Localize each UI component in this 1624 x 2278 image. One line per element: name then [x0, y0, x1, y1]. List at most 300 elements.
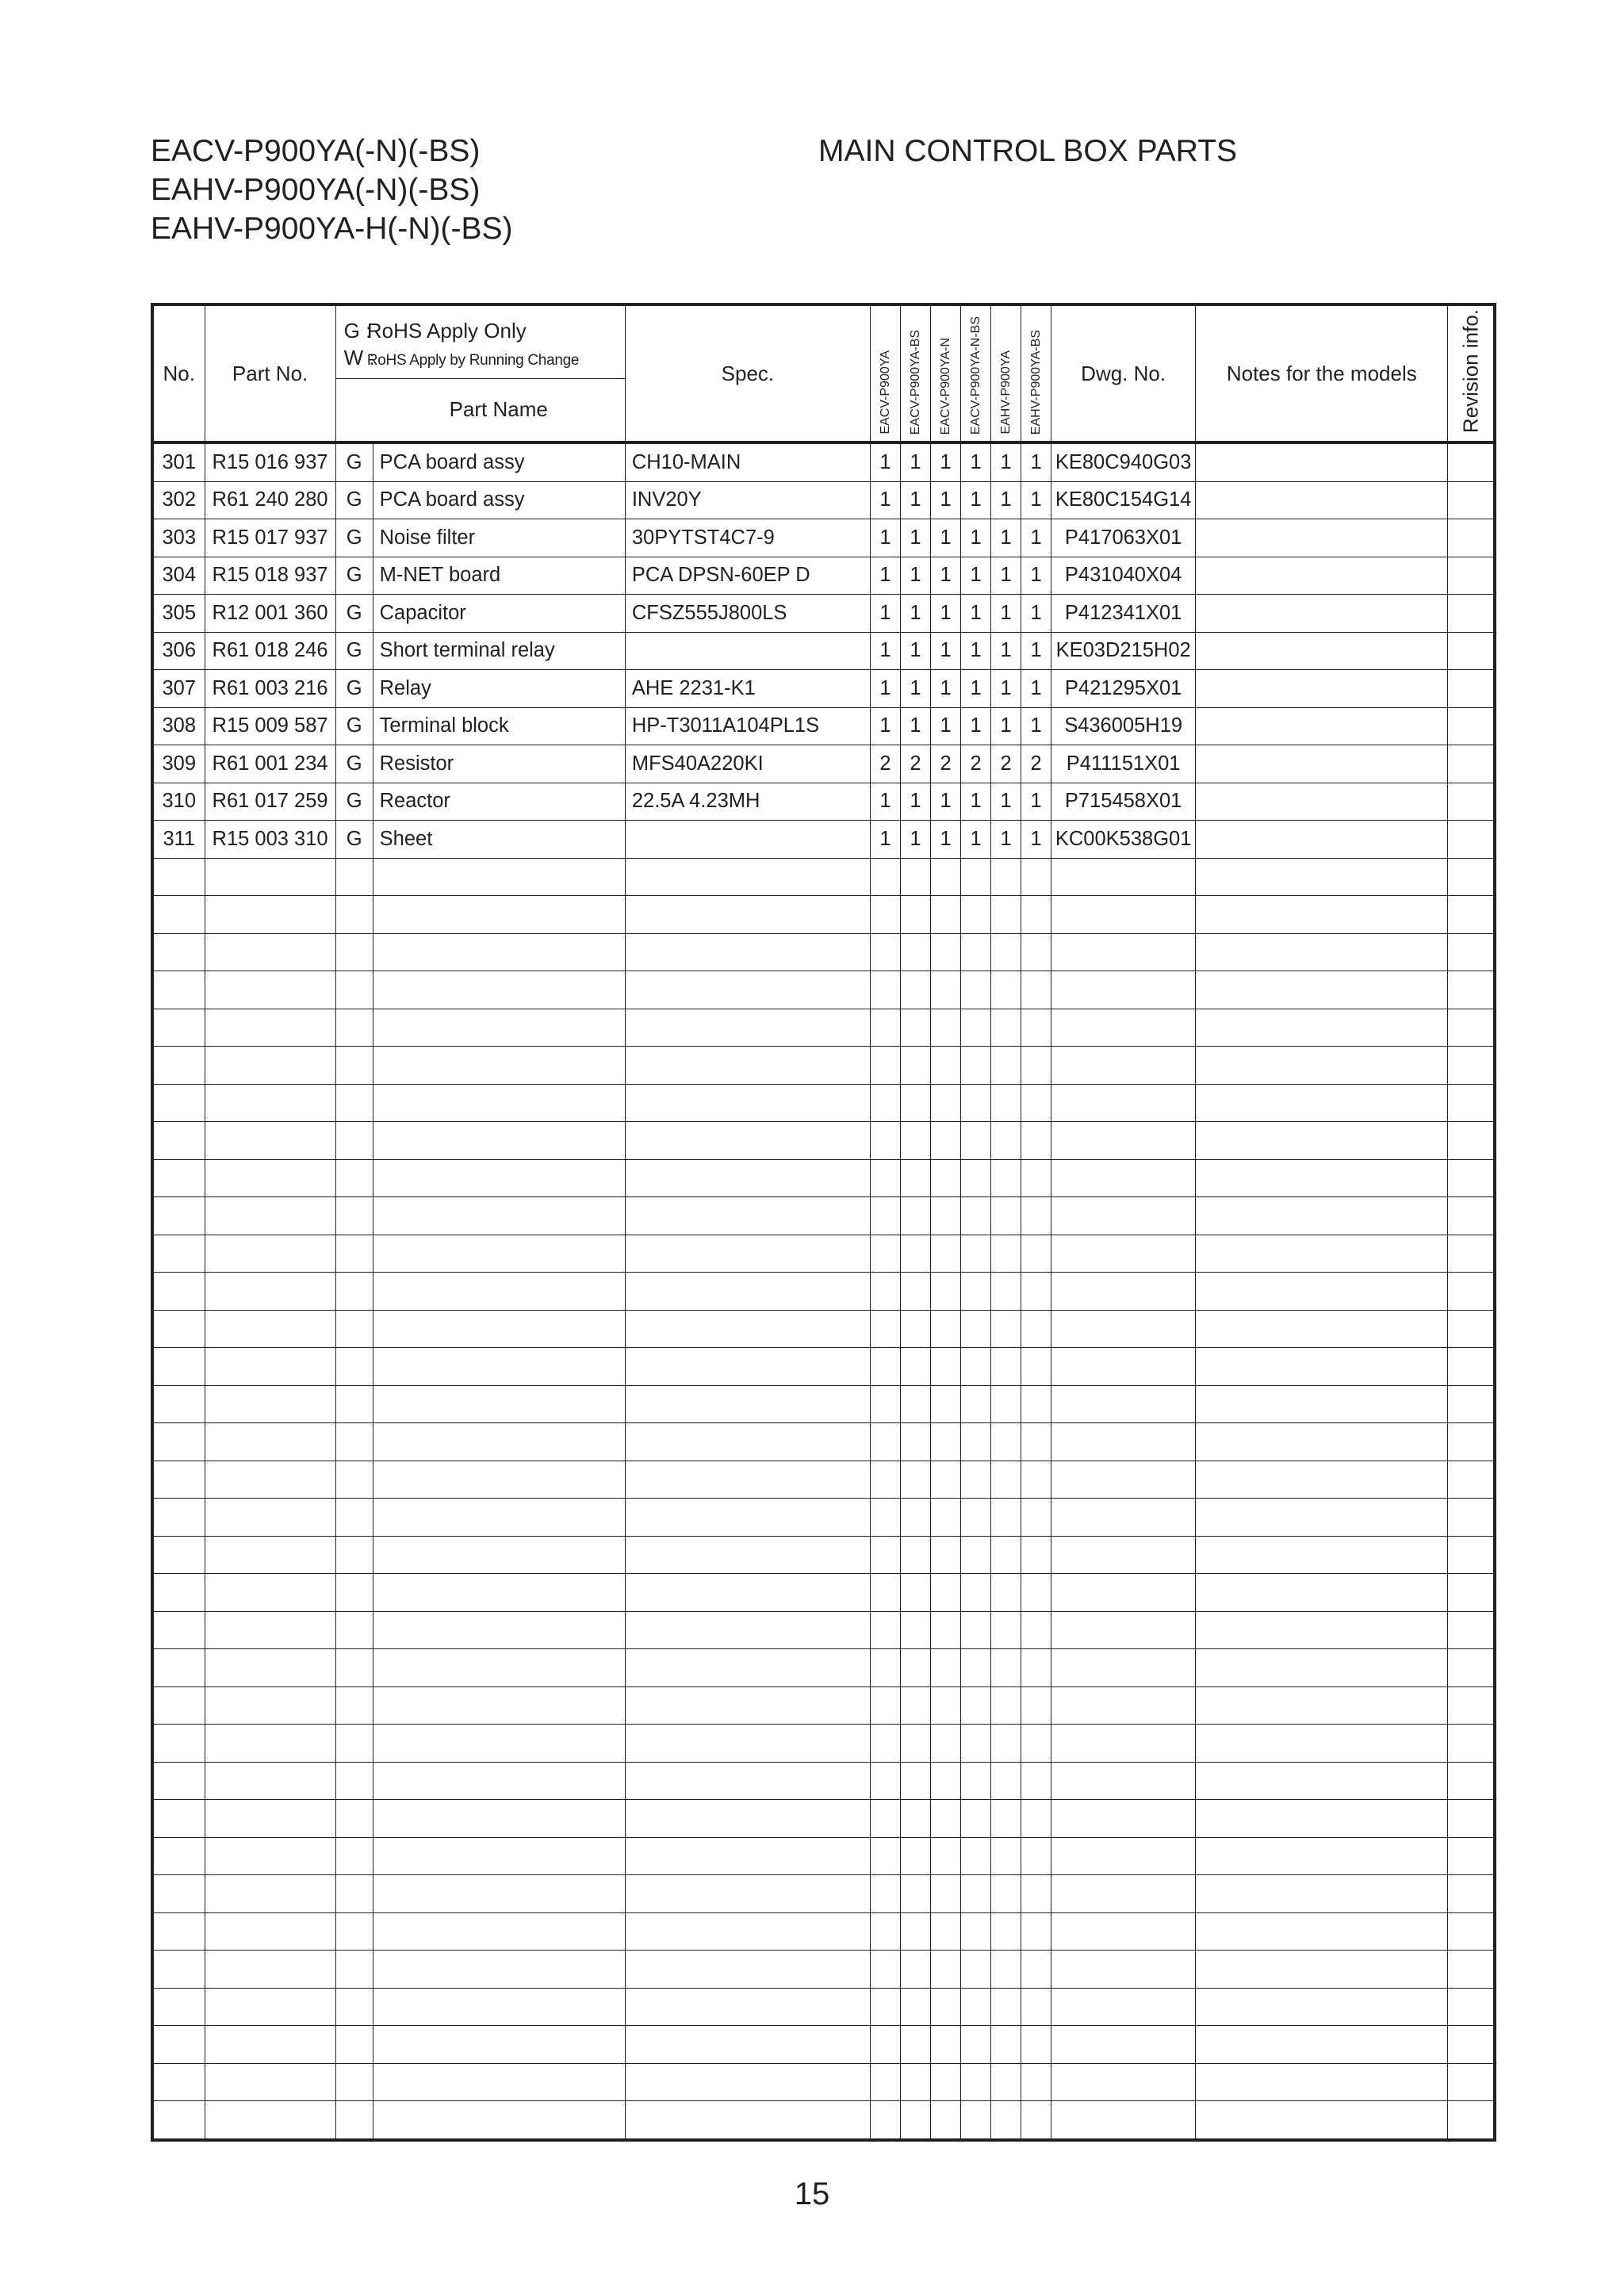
table-row — [152, 821, 1495, 859]
cell-qty — [901, 1461, 931, 1499]
cell-qty — [991, 933, 1021, 971]
cell-qty: 2 — [931, 745, 961, 783]
empty-row — [152, 1348, 1495, 1386]
cell-qty — [931, 1423, 961, 1461]
cell-part-name: PCA board assy — [373, 481, 625, 519]
cell-dwg-no — [1051, 1009, 1196, 1047]
cell-dwg-no — [1051, 2026, 1196, 2064]
cell-dwg-no — [1051, 1725, 1196, 1763]
cell-part-no — [205, 858, 335, 896]
cell-notes — [1196, 1837, 1448, 1875]
cell-qty: 1 — [961, 595, 991, 633]
cell-qty — [961, 2101, 991, 2140]
cell-rohs — [335, 858, 373, 896]
cell-spec — [625, 1988, 870, 2026]
cell-no: 305 — [152, 595, 205, 633]
cell-qty — [931, 1159, 961, 1197]
cell-qty: 1 — [931, 821, 961, 859]
cell-dwg-no — [1051, 971, 1196, 1009]
cell-qty — [871, 1385, 901, 1423]
cell-notes — [1196, 632, 1448, 670]
cell-rohs — [335, 2101, 373, 2140]
cell-no: 310 — [152, 783, 205, 821]
cell-spec — [625, 933, 870, 971]
cell-qty — [1021, 1649, 1051, 1687]
cell-qty: 1 — [991, 821, 1021, 859]
cell-no — [152, 1800, 205, 1838]
cell-revision — [1448, 858, 1495, 896]
cell-revision — [1448, 1912, 1495, 1951]
cell-qty — [991, 1837, 1021, 1875]
cell-qty — [931, 1084, 961, 1122]
cell-qty: 1 — [1021, 481, 1051, 519]
cell-rohs — [335, 1536, 373, 1574]
cell-qty — [961, 1536, 991, 1574]
cell-qty — [991, 1649, 1021, 1687]
cell-qty — [931, 2026, 961, 2064]
cell-qty — [901, 1273, 931, 1311]
cell-qty — [991, 1009, 1021, 1047]
cell-part-no — [205, 2026, 335, 2064]
cell-qty: 1 — [991, 481, 1021, 519]
cell-qty — [871, 933, 901, 971]
cell-part-name — [373, 971, 625, 1009]
cell-revision — [1448, 1837, 1495, 1875]
cell-qty — [871, 1235, 901, 1273]
cell-revision — [1448, 1009, 1495, 1047]
cell-qty: 1 — [961, 519, 991, 557]
cell-no: 307 — [152, 670, 205, 708]
cell-qty — [961, 1273, 991, 1311]
cell-qty — [931, 1912, 961, 1951]
cell-qty: 1 — [991, 670, 1021, 708]
cell-revision — [1448, 595, 1495, 633]
cell-qty — [931, 1686, 961, 1725]
cell-qty — [961, 1159, 991, 1197]
model-label: EACV-P900YA-N — [938, 337, 952, 435]
cell-qty — [871, 2063, 901, 2101]
cell-notes — [1196, 2026, 1448, 2064]
cell-qty — [1021, 1385, 1051, 1423]
empty-row — [152, 1197, 1495, 1235]
cell-notes — [1196, 1197, 1448, 1235]
table-row — [152, 557, 1495, 595]
cell-part-no — [205, 1084, 335, 1122]
cell-qty — [931, 1574, 961, 1612]
cell-qty — [991, 2101, 1021, 2140]
cell-qty — [931, 1385, 961, 1423]
cell-no — [152, 2101, 205, 2140]
cell-spec — [625, 2101, 870, 2140]
cell-spec — [625, 1837, 870, 1875]
cell-part-name — [373, 1499, 625, 1537]
cell-part-no — [205, 1499, 335, 1537]
cell-revision — [1448, 442, 1495, 481]
cell-qty: 1 — [901, 595, 931, 633]
cell-part-no — [205, 1159, 335, 1197]
cell-notes — [1196, 1536, 1448, 1574]
empty-row — [152, 1273, 1495, 1311]
rohs-legend — [335, 304, 625, 378]
cell-qty — [871, 1649, 901, 1687]
cell-revision — [1448, 1310, 1495, 1348]
cell-spec — [625, 632, 870, 670]
cell-notes — [1196, 1686, 1448, 1725]
cell-qty — [961, 1499, 991, 1537]
cell-no — [152, 1912, 205, 1951]
cell-revision — [1448, 1762, 1495, 1800]
cell-qty: 1 — [871, 595, 901, 633]
cell-no — [152, 1084, 205, 1122]
cell-qty — [901, 1837, 931, 1875]
cell-dwg-no — [1051, 1273, 1196, 1311]
cell-notes — [1196, 1009, 1448, 1047]
header-no: No. — [152, 304, 205, 442]
cell-part-no — [205, 2063, 335, 2101]
cell-qty — [991, 1197, 1021, 1235]
cell-notes — [1196, 1912, 1448, 1951]
cell-qty: 1 — [901, 442, 931, 481]
cell-part-no — [205, 1122, 335, 1160]
cell-qty — [931, 1875, 961, 1913]
cell-no — [152, 1235, 205, 1273]
cell-spec — [625, 2063, 870, 2101]
cell-qty — [901, 1009, 931, 1047]
cell-qty — [1021, 1499, 1051, 1537]
cell-part-no — [205, 1273, 335, 1311]
cell-no: 308 — [152, 707, 205, 745]
cell-rohs — [335, 1461, 373, 1499]
cell-qty: 1 — [1021, 557, 1051, 595]
cell-qty: 1 — [871, 783, 901, 821]
header-model-3 — [931, 304, 961, 442]
cell-qty — [871, 2026, 901, 2064]
cell-no — [152, 933, 205, 971]
empty-row — [152, 858, 1495, 896]
model-label: EAHV-P900YA-BS — [1028, 329, 1043, 435]
cell-notes — [1196, 1649, 1448, 1687]
cell-spec — [625, 1875, 870, 1913]
cell-qty: 1 — [1021, 670, 1051, 708]
cell-part-name — [373, 1273, 625, 1311]
cell-qty — [931, 1348, 961, 1386]
cell-spec — [625, 1536, 870, 1574]
cell-qty — [901, 971, 931, 1009]
empty-row — [152, 1574, 1495, 1612]
cell-dwg-no — [1051, 1122, 1196, 1160]
model-line-3: EAHV-P900YA-H(-N)(-BS) — [151, 212, 513, 246]
cell-qty — [931, 1009, 961, 1047]
cell-revision — [1448, 1875, 1495, 1913]
cell-qty — [991, 1159, 1021, 1197]
model-label: EACV-P900YA-BS — [908, 329, 922, 435]
cell-part-no: R15 009 587 — [205, 707, 335, 745]
cell-spec — [625, 1348, 870, 1386]
cell-spec — [625, 1649, 870, 1687]
cell-qty — [1021, 1951, 1051, 1989]
model-label: EACV-P900YA-N-BS — [968, 316, 982, 435]
cell-qty — [871, 1273, 901, 1311]
cell-part-name: Short terminal relay — [373, 632, 625, 670]
cell-qty: 2 — [871, 745, 901, 783]
cell-qty: 1 — [1021, 595, 1051, 633]
cell-dwg-no — [1051, 896, 1196, 934]
cell-qty — [961, 933, 991, 971]
cell-part-name: Capacitor — [373, 595, 625, 633]
cell-part-name — [373, 1235, 625, 1273]
cell-dwg-no — [1051, 1574, 1196, 1612]
cell-part-name — [373, 1348, 625, 1386]
cell-qty: 1 — [871, 707, 901, 745]
cell-part-name: Terminal block — [373, 707, 625, 745]
cell-qty — [931, 933, 961, 971]
cell-qty — [991, 2026, 1021, 2064]
cell-part-name: Sheet — [373, 821, 625, 859]
cell-qty — [871, 1348, 901, 1386]
cell-qty — [901, 1951, 931, 1989]
cell-dwg-no: P715458X01 — [1051, 783, 1196, 821]
cell-revision — [1448, 1988, 1495, 2026]
cell-qty — [991, 1235, 1021, 1273]
cell-qty — [961, 1686, 991, 1725]
cell-part-no — [205, 2101, 335, 2140]
cell-qty — [1021, 1159, 1051, 1197]
cell-qty: 1 — [961, 707, 991, 745]
cell-part-no: R15 018 937 — [205, 557, 335, 595]
cell-dwg-no: KE80C940G03 — [1051, 442, 1196, 481]
cell-qty — [1021, 2063, 1051, 2101]
cell-qty — [1021, 2026, 1051, 2064]
empty-row — [152, 896, 1495, 934]
cell-no — [152, 1762, 205, 1800]
cell-dwg-no — [1051, 1951, 1196, 1989]
cell-part-name — [373, 1686, 625, 1725]
cell-qty: 1 — [991, 557, 1021, 595]
cell-qty — [871, 971, 901, 1009]
cell-spec — [625, 1310, 870, 1348]
cell-qty — [1021, 1611, 1051, 1649]
cell-qty — [931, 1197, 961, 1235]
cell-no — [152, 1348, 205, 1386]
cell-notes — [1196, 1423, 1448, 1461]
cell-dwg-no: P412341X01 — [1051, 595, 1196, 633]
cell-qty — [961, 896, 991, 934]
cell-revision — [1448, 1235, 1495, 1273]
cell-notes — [1196, 1084, 1448, 1122]
empty-row — [152, 1686, 1495, 1725]
cell-dwg-no — [1051, 1875, 1196, 1913]
cell-rohs — [335, 1084, 373, 1122]
legend-g-text: RoHS Apply Only — [366, 319, 527, 343]
cell-dwg-no — [1051, 1461, 1196, 1499]
cell-qty — [991, 1310, 1021, 1348]
cell-qty — [1021, 1725, 1051, 1763]
cell-revision — [1448, 1385, 1495, 1423]
cell-qty: 1 — [931, 632, 961, 670]
cell-qty — [901, 858, 931, 896]
cell-part-no — [205, 1536, 335, 1574]
cell-dwg-no — [1051, 933, 1196, 971]
empty-row — [152, 933, 1495, 971]
cell-part-no: R61 003 216 — [205, 670, 335, 708]
cell-notes — [1196, 519, 1448, 557]
cell-part-name: Resistor — [373, 745, 625, 783]
cell-qty — [901, 2026, 931, 2064]
empty-row — [152, 1159, 1495, 1197]
cell-qty — [991, 1951, 1021, 1989]
cell-notes — [1196, 707, 1448, 745]
model-line-1: EACV-P900YA(-N)(-BS) — [151, 134, 481, 168]
cell-qty — [901, 1875, 931, 1913]
cell-qty: 2 — [961, 745, 991, 783]
cell-qty — [961, 1649, 991, 1687]
cell-rohs — [335, 1649, 373, 1687]
table-row — [152, 442, 1495, 481]
cell-qty — [961, 1423, 991, 1461]
cell-rohs — [335, 1725, 373, 1763]
cell-qty — [871, 896, 901, 934]
empty-row — [152, 1951, 1495, 1989]
cell-no — [152, 1423, 205, 1461]
cell-revision — [1448, 933, 1495, 971]
cell-revision — [1448, 707, 1495, 745]
cell-qty — [931, 971, 961, 1009]
cell-rohs — [335, 1686, 373, 1725]
cell-part-no — [205, 1047, 335, 1085]
cell-no — [152, 896, 205, 934]
cell-qty — [1021, 1988, 1051, 2026]
cell-qty — [901, 2101, 931, 2140]
cell-no: 302 — [152, 481, 205, 519]
cell-part-no — [205, 1988, 335, 2026]
cell-part-name — [373, 1423, 625, 1461]
header-model-6 — [1021, 304, 1051, 442]
cell-qty: 1 — [901, 481, 931, 519]
cell-qty — [901, 1988, 931, 2026]
cell-qty: 1 — [871, 632, 901, 670]
cell-rohs — [335, 1122, 373, 1160]
cell-part-no — [205, 1837, 335, 1875]
table-row — [152, 632, 1495, 670]
cell-revision — [1448, 1461, 1495, 1499]
cell-part-no — [205, 1348, 335, 1386]
cell-qty — [901, 1499, 931, 1537]
cell-rohs — [335, 1912, 373, 1951]
cell-no — [152, 2063, 205, 2101]
empty-row — [152, 971, 1495, 1009]
cell-part-name — [373, 1951, 625, 1989]
parts-table — [151, 303, 1496, 2142]
cell-qty — [931, 1988, 961, 2026]
cell-rohs — [335, 1385, 373, 1423]
cell-dwg-no — [1051, 1084, 1196, 1122]
cell-notes — [1196, 783, 1448, 821]
cell-part-name — [373, 1047, 625, 1085]
cell-dwg-no — [1051, 1649, 1196, 1687]
empty-row — [152, 1499, 1495, 1537]
cell-qty — [871, 1423, 901, 1461]
cell-qty — [871, 1800, 901, 1838]
cell-part-no — [205, 1423, 335, 1461]
cell-no — [152, 2026, 205, 2064]
cell-notes — [1196, 1310, 1448, 1348]
cell-qty — [1021, 1009, 1051, 1047]
cell-spec — [625, 1423, 870, 1461]
table-row — [152, 481, 1495, 519]
cell-notes — [1196, 557, 1448, 595]
cell-qty: 1 — [991, 519, 1021, 557]
cell-part-name: Reactor — [373, 783, 625, 821]
cell-qty — [1021, 1273, 1051, 1311]
cell-part-name — [373, 1725, 625, 1763]
cell-no: 301 — [152, 442, 205, 481]
cell-qty — [961, 858, 991, 896]
cell-rohs: G — [335, 707, 373, 745]
cell-part-no: R15 003 310 — [205, 821, 335, 859]
cell-revision — [1448, 1725, 1495, 1763]
cell-qty — [1021, 971, 1051, 1009]
cell-part-no: R61 017 259 — [205, 783, 335, 821]
cell-qty: 1 — [991, 632, 1021, 670]
cell-dwg-no — [1051, 1310, 1196, 1348]
cell-part-no — [205, 1800, 335, 1838]
cell-part-no — [205, 1875, 335, 1913]
cell-qty — [901, 1574, 931, 1612]
cell-qty — [961, 1385, 991, 1423]
cell-qty: 1 — [961, 821, 991, 859]
cell-qty: 1 — [901, 707, 931, 745]
cell-qty — [871, 1009, 901, 1047]
cell-qty: 1 — [901, 557, 931, 595]
cell-notes — [1196, 821, 1448, 859]
cell-qty — [1021, 1084, 1051, 1122]
cell-notes — [1196, 1159, 1448, 1197]
cell-qty — [931, 1499, 961, 1537]
cell-qty: 1 — [901, 670, 931, 708]
cell-qty — [961, 1875, 991, 1913]
cell-revision — [1448, 1122, 1495, 1160]
cell-spec: CH10-MAIN — [625, 442, 870, 481]
cell-qty — [871, 1912, 901, 1951]
table-row — [152, 595, 1495, 633]
cell-rohs — [335, 2026, 373, 2064]
empty-row — [152, 1461, 1495, 1499]
cell-part-name — [373, 1122, 625, 1160]
cell-rohs — [335, 971, 373, 1009]
empty-row — [152, 1423, 1495, 1461]
cell-part-no: R61 018 246 — [205, 632, 335, 670]
cell-part-no: R61 240 280 — [205, 481, 335, 519]
cell-qty — [961, 1837, 991, 1875]
legend-w-text: RoHS Apply by Running Change — [366, 352, 580, 369]
cell-qty — [931, 1047, 961, 1085]
cell-no — [152, 1273, 205, 1311]
cell-revision — [1448, 519, 1495, 557]
cell-qty — [901, 1084, 931, 1122]
cell-notes — [1196, 1951, 1448, 1989]
cell-qty: 1 — [871, 519, 901, 557]
cell-rohs: G — [335, 821, 373, 859]
cell-qty — [901, 933, 931, 971]
cell-revision — [1448, 1499, 1495, 1537]
model-line-2: EAHV-P900YA(-N)(-BS) — [151, 173, 481, 207]
cell-spec — [625, 1159, 870, 1197]
cell-qty — [991, 1385, 1021, 1423]
cell-part-name — [373, 1574, 625, 1612]
cell-qty — [991, 1084, 1021, 1122]
cell-rohs — [335, 1574, 373, 1612]
cell-qty: 1 — [1021, 707, 1051, 745]
